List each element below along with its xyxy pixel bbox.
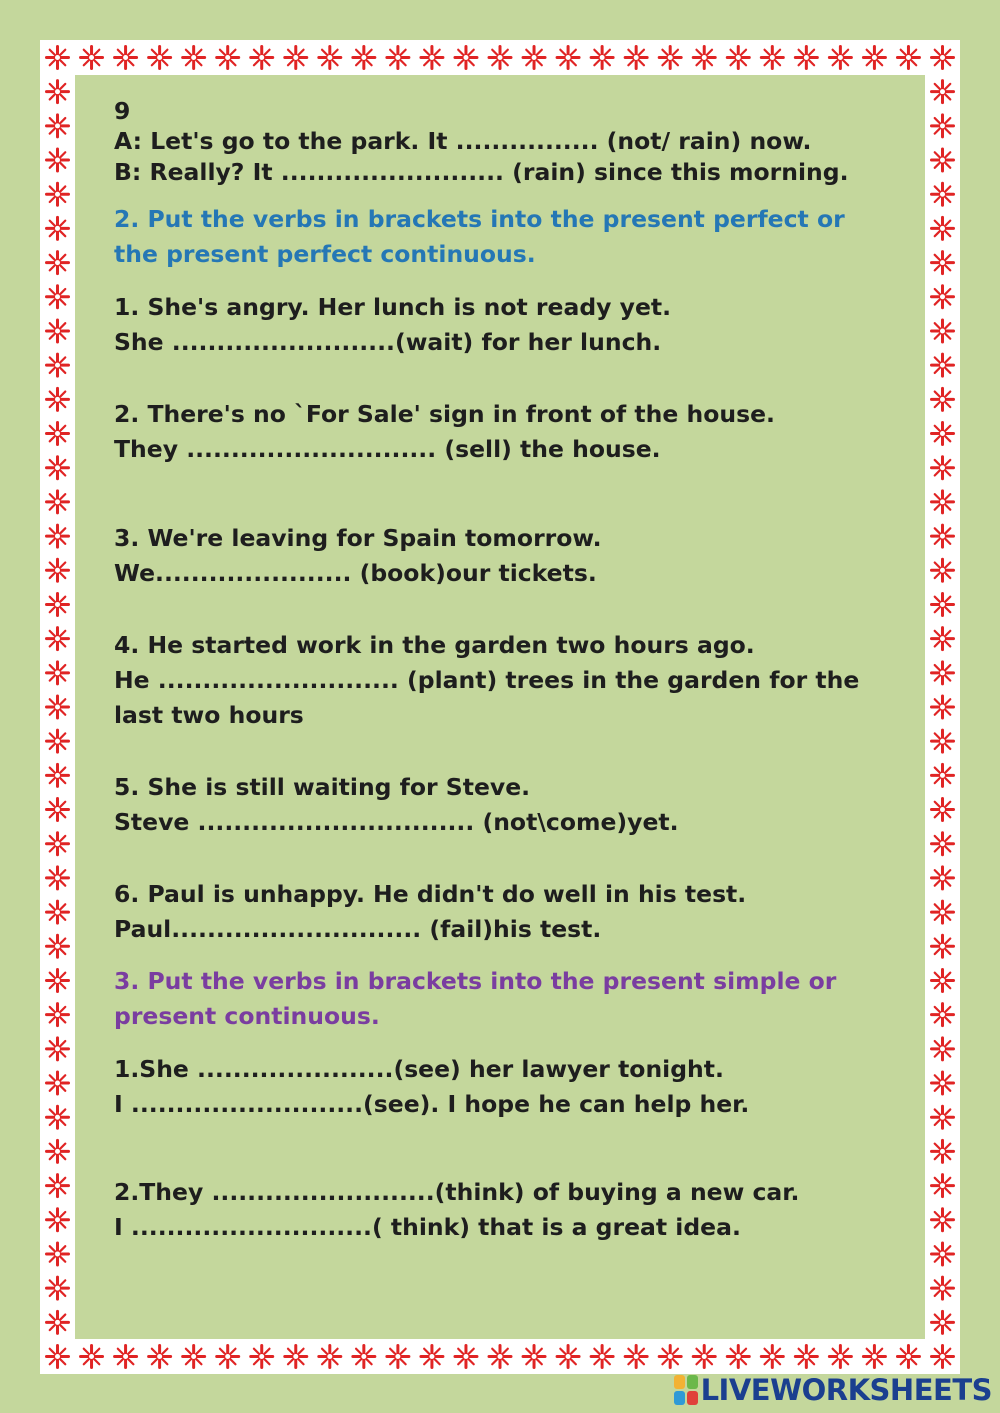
star-ornament-icon xyxy=(47,388,69,410)
star-ornament-icon xyxy=(932,183,954,205)
star-ornament-icon xyxy=(47,901,69,923)
exercise-3-item-2 xyxy=(114,1175,904,1245)
star-ornament-icon xyxy=(932,388,954,410)
star-ornament-icon xyxy=(47,935,69,957)
star-ornament-icon xyxy=(932,935,954,957)
star-ornament-icon xyxy=(932,354,954,376)
star-ornament-icon xyxy=(47,1004,69,1026)
star-ornament-icon xyxy=(319,1346,341,1368)
star-ornament-icon xyxy=(932,628,954,650)
question-text: 5. She is still waiting for Steve. xyxy=(114,773,531,801)
star-ornament-icon xyxy=(897,1346,919,1368)
star-ornament-icon xyxy=(47,252,69,274)
liveworksheets-logo[interactable] xyxy=(674,1373,992,1407)
star-ornament-icon xyxy=(659,1346,681,1368)
question-text: 2. There's no `For Sale' sign in front of the house. xyxy=(114,400,775,428)
star-ornament-icon xyxy=(761,47,783,69)
star-ornament-icon xyxy=(47,1140,69,1162)
star-ornament-icon xyxy=(455,47,477,69)
star-ornament-icon xyxy=(149,47,171,69)
star-ornament-icon xyxy=(795,47,817,69)
star-ornament-icon xyxy=(47,115,69,137)
star-ornament-icon xyxy=(47,764,69,786)
exercise-2-item-2 xyxy=(114,397,904,467)
star-ornament-icon xyxy=(47,1038,69,1060)
star-ornament-icon xyxy=(557,47,579,69)
exercise-2-item-4 xyxy=(114,628,904,733)
section-1 xyxy=(114,96,904,188)
answer-line: We...................... (book)our tickets. xyxy=(114,559,597,587)
star-ornament-icon xyxy=(932,799,954,821)
star-ornament-icon xyxy=(932,696,954,718)
star-ornament-icon xyxy=(829,1346,851,1368)
star-ornament-icon xyxy=(47,867,69,889)
star-ornament-icon xyxy=(523,1346,545,1368)
dialogue-line-b: B: Really? It ......................... (rain) since this morning. xyxy=(114,158,849,186)
star-ornament-icon xyxy=(47,217,69,239)
star-ornament-icon xyxy=(47,423,69,445)
star-ornament-icon xyxy=(115,47,137,69)
star-ornament-icon xyxy=(47,491,69,513)
question-text: 4. He started work in the garden two hours ago. xyxy=(114,631,755,659)
star-ornament-icon xyxy=(47,354,69,376)
star-ornament-icon xyxy=(727,1346,749,1368)
star-ornament-icon xyxy=(932,217,954,239)
star-ornament-icon xyxy=(523,47,545,69)
logo-text: LIVEWORKSHEETS xyxy=(700,1373,992,1407)
star-ornament-icon xyxy=(81,1346,103,1368)
question-text: 2.They .........................(think) of buying a new car. xyxy=(114,1178,800,1206)
star-ornament-icon xyxy=(932,1175,954,1197)
star-ornament-icon xyxy=(625,47,647,69)
star-ornament-icon xyxy=(47,1311,69,1333)
star-ornament-icon xyxy=(47,969,69,991)
star-ornament-icon xyxy=(47,47,69,69)
star-ornament-icon xyxy=(863,1346,885,1368)
star-ornament-icon xyxy=(932,525,954,547)
star-ornament-icon xyxy=(183,47,205,69)
star-ornament-icon xyxy=(932,593,954,615)
star-ornament-icon xyxy=(932,1106,954,1128)
star-ornament-icon xyxy=(863,47,885,69)
star-ornament-icon xyxy=(932,320,954,342)
star-ornament-icon xyxy=(932,1140,954,1162)
star-ornament-icon xyxy=(251,1346,273,1368)
question-text: 6. Paul is unhappy. He didn't do well in his test. xyxy=(114,880,747,908)
section-2-heading: 2. Put the verbs in brackets into the present perfect or the present perfect continuous. xyxy=(114,205,845,268)
star-ornament-icon xyxy=(183,1346,205,1368)
star-ornament-icon xyxy=(659,47,681,69)
answer-line: Steve ............................... (not\come)yet. xyxy=(114,808,679,836)
exercise-2-item-6 xyxy=(114,877,904,947)
section-3-heading: 3. Put the verbs in brackets into the present simple or present continuous. xyxy=(114,967,837,1030)
question-text: 1.She ......................(see) her lawyer tonight. xyxy=(114,1055,724,1083)
star-ornament-icon xyxy=(795,1346,817,1368)
star-ornament-icon xyxy=(217,47,239,69)
answer-line: Paul............................ (fail)his test. xyxy=(114,915,602,943)
star-ornament-icon xyxy=(761,1346,783,1368)
star-ornament-icon xyxy=(421,47,443,69)
question-text: 3. We're leaving for Spain tomorrow. xyxy=(114,524,602,552)
star-ornament-icon xyxy=(47,1175,69,1197)
star-ornament-icon xyxy=(727,47,749,69)
star-ornament-icon xyxy=(932,115,954,137)
star-ornament-icon xyxy=(47,559,69,581)
star-ornament-icon xyxy=(47,1243,69,1265)
star-ornament-icon xyxy=(285,1346,307,1368)
star-ornament-icon xyxy=(932,457,954,479)
star-ornament-icon xyxy=(829,47,851,69)
star-ornament-icon xyxy=(932,969,954,991)
exercise-2-item-3 xyxy=(114,521,904,591)
star-ornament-icon xyxy=(421,1346,443,1368)
star-ornament-icon xyxy=(47,628,69,650)
logo-blocks-icon xyxy=(674,1375,698,1405)
star-ornament-icon xyxy=(932,1346,954,1368)
star-ornament-icon xyxy=(932,1209,954,1231)
star-ornament-icon xyxy=(932,149,954,171)
star-ornament-icon xyxy=(47,1072,69,1094)
star-ornament-icon xyxy=(387,1346,409,1368)
star-ornament-icon xyxy=(81,47,103,69)
star-ornament-icon xyxy=(932,491,954,513)
star-ornament-icon xyxy=(47,320,69,342)
star-ornament-icon xyxy=(47,81,69,103)
star-ornament-icon xyxy=(932,1004,954,1026)
star-ornament-icon xyxy=(149,1346,171,1368)
star-ornament-icon xyxy=(47,525,69,547)
star-ornament-icon xyxy=(47,149,69,171)
star-ornament-icon xyxy=(47,833,69,855)
star-ornament-icon xyxy=(217,1346,239,1368)
star-ornament-icon xyxy=(932,901,954,923)
exercise-3-item-1 xyxy=(114,1052,904,1122)
answer-line: I ...........................( think) that is a great idea. xyxy=(114,1213,741,1241)
star-ornament-icon xyxy=(47,799,69,821)
answer-line: She .........................(wait) for her lunch. xyxy=(114,328,662,356)
star-ornament-icon xyxy=(47,662,69,684)
star-ornament-icon xyxy=(47,1346,69,1368)
star-ornament-icon xyxy=(285,47,307,69)
star-ornament-icon xyxy=(47,730,69,752)
star-ornament-icon xyxy=(591,47,613,69)
star-ornament-icon xyxy=(932,867,954,889)
star-ornament-icon xyxy=(932,1243,954,1265)
star-ornament-icon xyxy=(932,1277,954,1299)
star-ornament-icon xyxy=(591,1346,613,1368)
star-ornament-icon xyxy=(625,1346,647,1368)
star-ornament-icon xyxy=(932,252,954,274)
star-ornament-icon xyxy=(47,183,69,205)
star-ornament-icon xyxy=(932,47,954,69)
exercise-2-item-5 xyxy=(114,770,904,840)
star-ornament-icon xyxy=(47,1209,69,1231)
answer-line: He ........................... (plant) trees in the garden for the last two hours xyxy=(114,666,860,729)
dialogue-line-a: A: Let's go to the park. It ................ (not/ rain) now. xyxy=(114,127,812,155)
star-ornament-icon xyxy=(47,593,69,615)
star-ornament-icon xyxy=(932,81,954,103)
item-number: 9 xyxy=(114,97,131,125)
star-ornament-icon xyxy=(932,1038,954,1060)
star-ornament-icon xyxy=(932,1311,954,1333)
star-ornament-icon xyxy=(115,1346,137,1368)
star-ornament-icon xyxy=(47,1106,69,1128)
star-ornament-icon xyxy=(932,730,954,752)
star-ornament-icon xyxy=(932,1072,954,1094)
star-ornament-icon xyxy=(932,662,954,684)
star-ornament-icon xyxy=(932,764,954,786)
star-ornament-icon xyxy=(932,286,954,308)
star-ornament-icon xyxy=(693,47,715,69)
star-ornament-icon xyxy=(353,47,375,69)
star-ornament-icon xyxy=(47,286,69,308)
star-ornament-icon xyxy=(387,47,409,69)
star-ornament-icon xyxy=(932,423,954,445)
star-ornament-icon xyxy=(932,559,954,581)
question-text: 1. She's angry. Her lunch is not ready yet. xyxy=(114,293,672,321)
star-ornament-icon xyxy=(897,47,919,69)
star-ornament-icon xyxy=(489,47,511,69)
star-ornament-icon xyxy=(319,47,341,69)
answer-line: I ..........................(see). I hope he can help her. xyxy=(114,1090,750,1118)
star-ornament-icon xyxy=(251,47,273,69)
star-ornament-icon xyxy=(353,1346,375,1368)
star-ornament-icon xyxy=(557,1346,579,1368)
star-ornament-icon xyxy=(489,1346,511,1368)
star-ornament-icon xyxy=(47,1277,69,1299)
star-ornament-icon xyxy=(693,1346,715,1368)
worksheet-content xyxy=(114,96,904,1245)
answer-line: They ............................ (sell) the house. xyxy=(114,435,661,463)
star-ornament-icon xyxy=(47,457,69,479)
star-ornament-icon xyxy=(932,833,954,855)
star-ornament-icon xyxy=(47,696,69,718)
exercise-2-item-1 xyxy=(114,290,904,360)
star-ornament-icon xyxy=(455,1346,477,1368)
